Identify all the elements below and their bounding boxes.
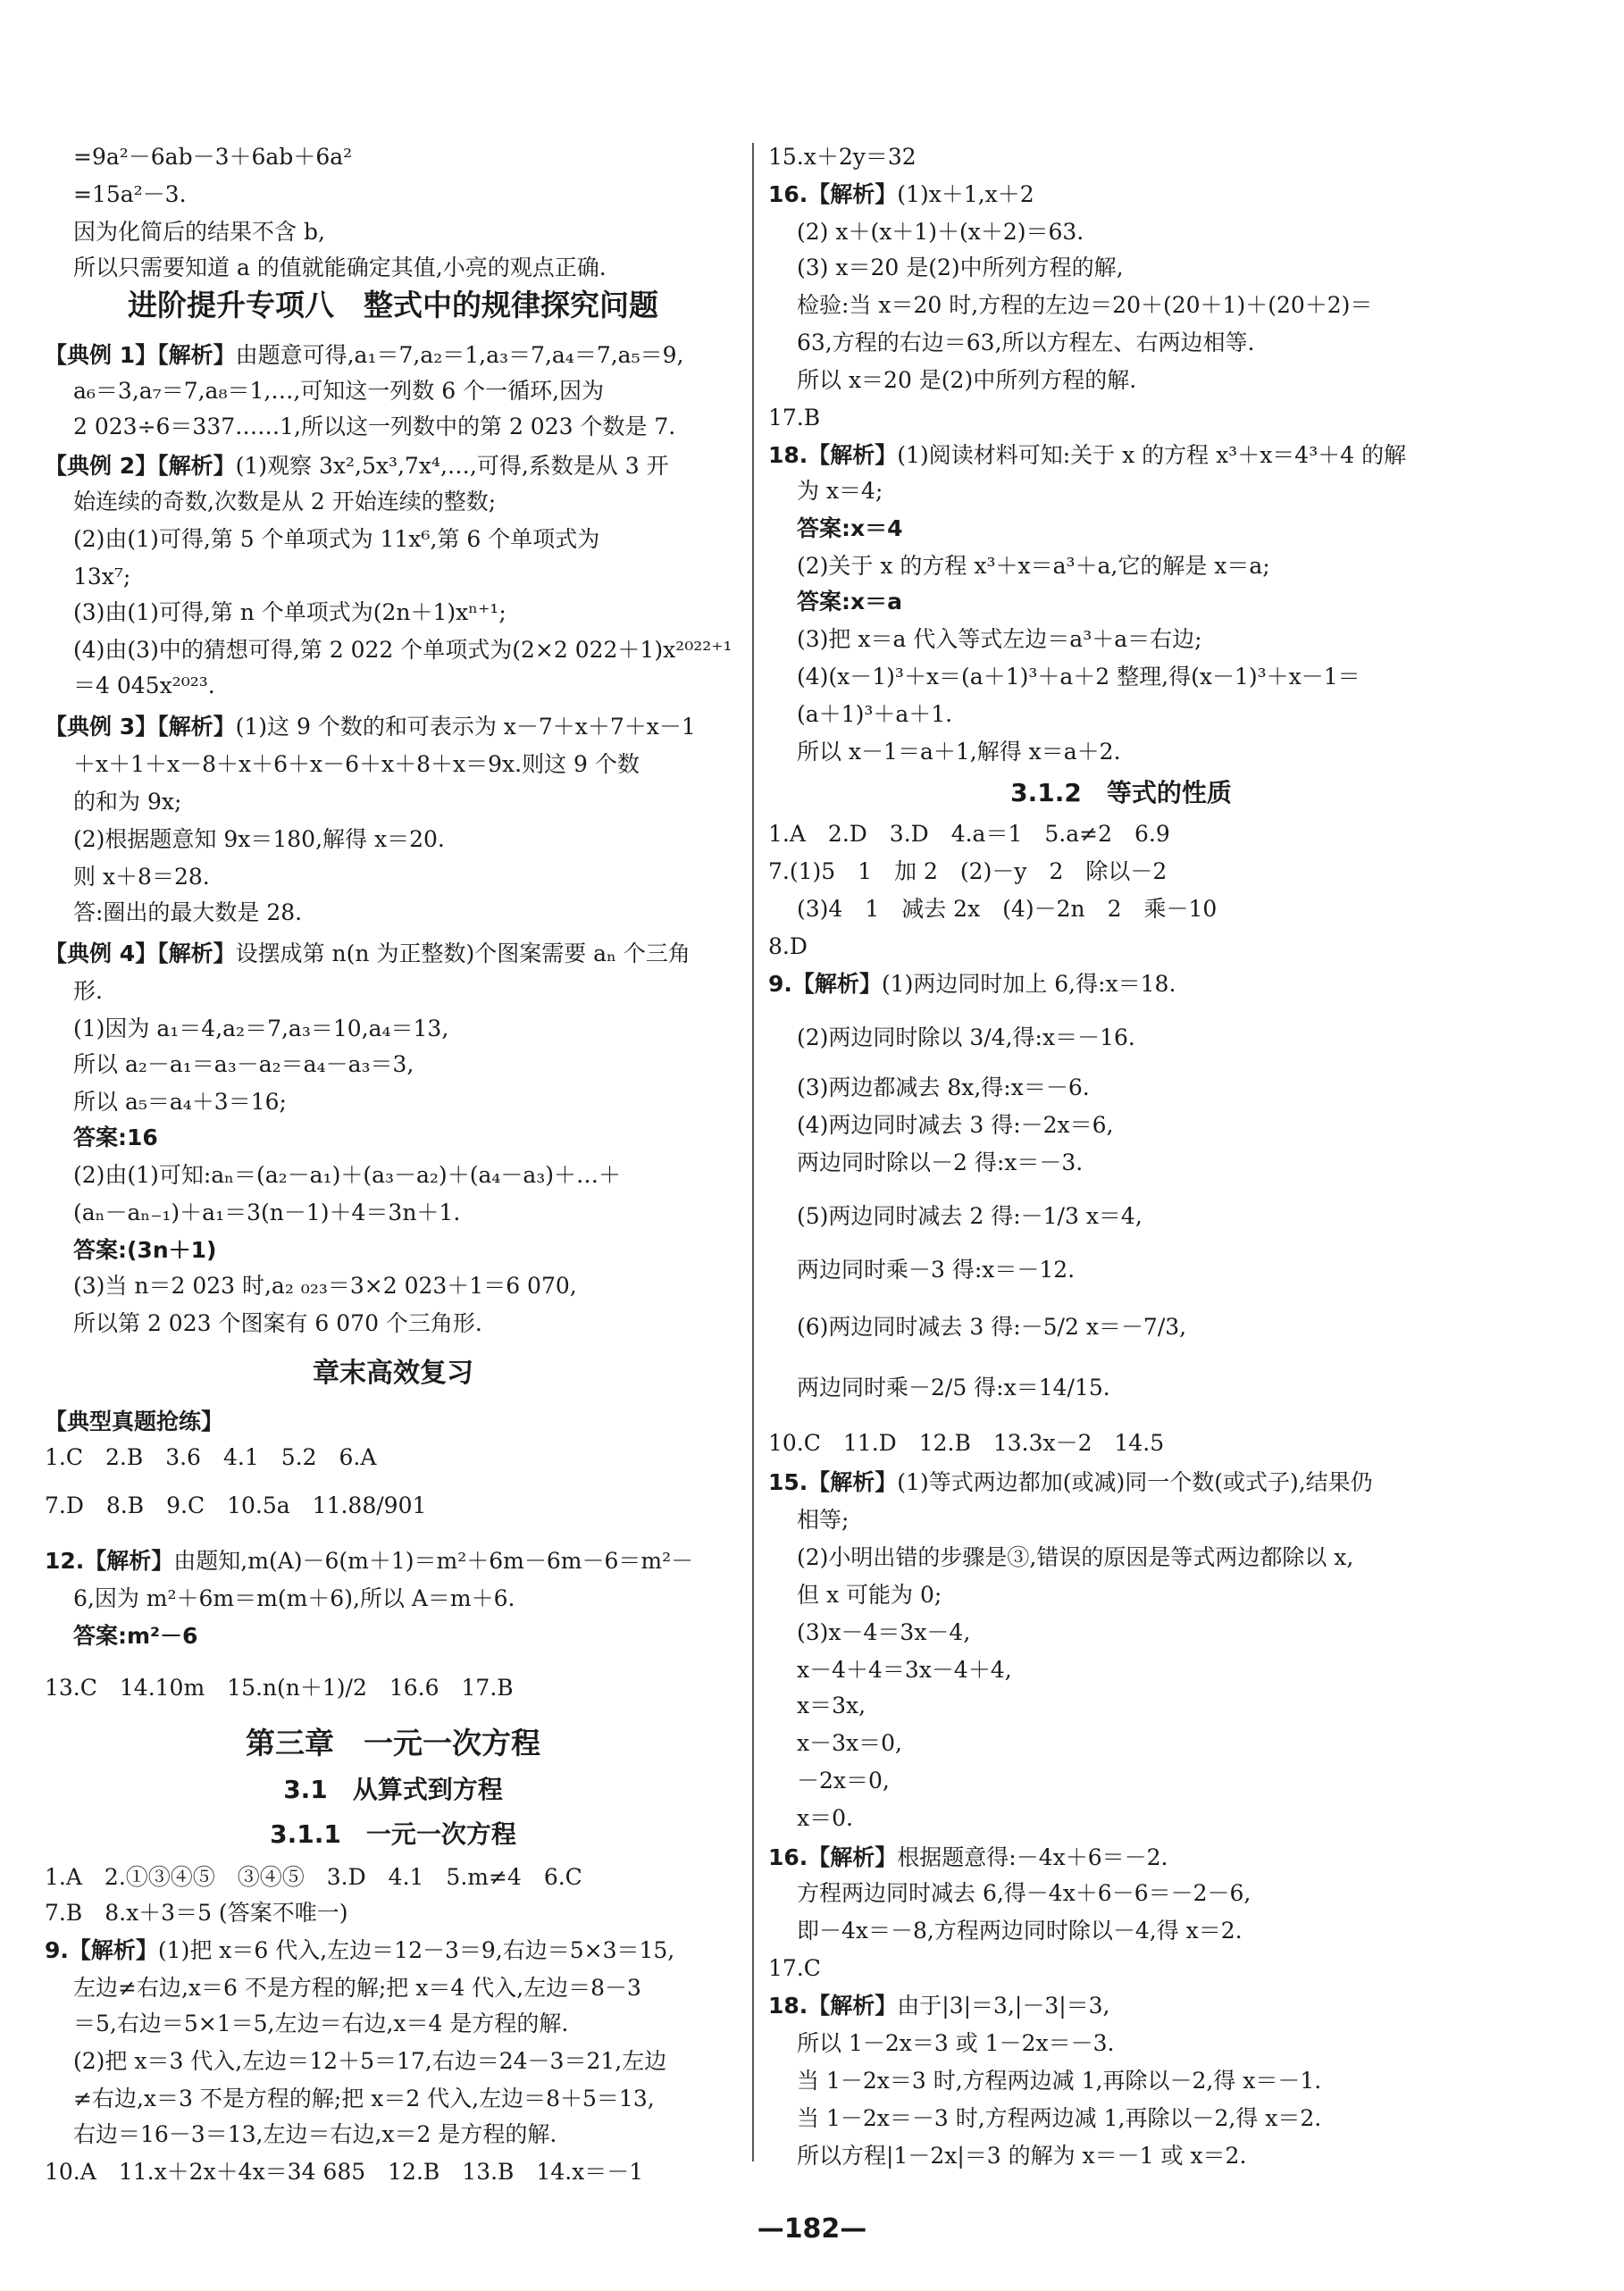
text-run: (1)把 x＝6 代入,左边＝12－3＝9,右边＝5×3＝15, <box>157 1937 675 1963</box>
text-run: 根据题意得:－4x＋6＝－2. <box>897 1844 1168 1870</box>
answer-line: 答案:x＝4 <box>797 515 903 541</box>
text-line: 但 x 可能为 0; <box>797 1582 942 1608</box>
text-line: (3)x－4＝3x－4, <box>797 1619 971 1645</box>
text-line: (3) x＝20 是(2)中所列方程的解, <box>797 255 1124 280</box>
column-divider <box>752 143 754 2161</box>
question-tag: 16.【解析】 <box>768 181 898 207</box>
text-line: 63,方程的右边＝63,所以方程左、右两边相等. <box>797 330 1255 355</box>
text-line: (3)由(1)可得,第 n 个单项式为(2n＋1)xⁿ⁺¹; <box>73 599 506 625</box>
text-line <box>768 1844 1168 1876</box>
text-line <box>768 1992 1110 2024</box>
text-line: (3)两边都减去 8x,得:x＝－6. <box>797 1074 1090 1100</box>
text-line: 为 x＝4; <box>797 478 883 504</box>
answer-row: 1.A 2.D 3.D 4.a＝1 5.a≠2 6.9 <box>768 821 1170 847</box>
text-line: (a＋1)³＋a＋1. <box>797 701 953 727</box>
text-run: 设摆成第 n(n 为正整数)个图案需要 aₙ 个三角 <box>235 941 691 966</box>
answer-row: 7.D 8.B 9.C 10.5a 11.88/901 <box>45 1492 427 1518</box>
text-line: (4)两边同时减去 3 得:－2x＝6, <box>797 1112 1114 1138</box>
text-line: x－4＋4＝3x－4＋4, <box>797 1657 1012 1683</box>
text-line: 所以只需要知道 a 的值就能确定其值,小亮的观点正确. <box>73 255 607 280</box>
text-line: －2x＝0, <box>797 1768 890 1794</box>
text-run: (1)两边同时加上 6,得:x＝18. <box>881 971 1176 997</box>
text-run: 由于|3|＝3,|－3|＝3, <box>897 1993 1110 2019</box>
text-run: 由题意可得,a₁＝7,a₂＝1,a₃＝7,a₄＝7,a₅＝9, <box>235 342 684 368</box>
section-heading: 进阶提升专项八 整式中的规律探究问题 <box>128 288 658 322</box>
answer-row: 8.D <box>768 933 808 959</box>
answer-row: 13.C 14.10m 15.n(n＋1)/2 16.6 17.B <box>45 1675 514 1701</box>
chapter-heading: 第三章 一元一次方程 <box>246 1726 540 1760</box>
text-line: 两边同时乘－2/5 得:x＝14/15. <box>797 1375 1110 1401</box>
example-tag: 【典例 3】【解析】 <box>45 714 236 740</box>
text-line <box>768 1468 1373 1501</box>
answer-line: 答案:(3n＋1) <box>73 1237 217 1263</box>
answer-line: 答案:x＝a <box>797 589 902 615</box>
text-line: x＝3x, <box>797 1693 866 1718</box>
text-line: 两边同时乘－3 得:x＝－12. <box>797 1257 1076 1283</box>
text-line: (2)由(1)可知:aₙ＝(a₂－a₁)＋(a₃－a₂)＋(a₄－a₃)＋…＋ <box>73 1162 622 1188</box>
answer-row: 17.B <box>768 405 821 431</box>
text-line: x－3x＝0, <box>797 1730 902 1756</box>
text-line: 检验:当 x＝20 时,方程的左边＝20＋(20＋1)＋(20＋2)＝ <box>797 292 1373 318</box>
text-line: 所以 a₅＝a₄＋3＝16; <box>73 1089 287 1115</box>
text-line: 形. <box>73 978 103 1004</box>
subsection-heading: 3.1.2 等式的性质 <box>1010 778 1232 807</box>
text-line: (2)把 x＝3 代入,左边＝12＋5＝17,右边＝24－3＝21,左边 <box>73 2048 667 2074</box>
text-line: ≠右边,x＝3 不是方程的解;把 x＝2 代入,左边＝8＋5＝13, <box>73 2086 655 2111</box>
answer-row: 7.B 8.x＋3＝5 (答案不唯一) <box>45 1900 348 1926</box>
text-line: 所以第 2 023 个图案有 6 070 个三角形. <box>73 1310 482 1336</box>
text-run: (1)观察 3x²,5x³,7x⁴,…,可得,系数是从 3 开 <box>235 453 669 479</box>
text-line: =15a²－3. <box>73 181 187 207</box>
example-tag: 【典例 4】【解析】 <box>45 941 236 966</box>
answer-line: 答案:16 <box>73 1125 158 1150</box>
question-tag: 16.【解析】 <box>768 1844 898 1870</box>
question-tag: 9.【解析】 <box>45 1937 158 1963</box>
text-line: 2 023÷6＝337……1,所以这一列数中的第 2 023 个数是 7. <box>73 414 676 439</box>
text-line: (aₙ－aₙ₋₁)＋a₁＝3(n－1)＋4＝3n＋1. <box>73 1200 461 1225</box>
text-line: 所以 x－1＝a＋1,解得 x＝a＋2. <box>797 739 1121 765</box>
text-line: a₆＝3,a₇＝7,a₈＝1,…,可知这一列数 6 个一循环,因为 <box>73 378 605 404</box>
text-line: 方程两边同时减去 6,得－4x＋6－6＝－2－6, <box>797 1880 1251 1906</box>
text-line: 13x⁷; <box>73 564 131 589</box>
text-line <box>768 441 1406 473</box>
text-line: (2)小明出错的步骤是③,错误的原因是等式两边都除以 x, <box>797 1544 1354 1570</box>
answer-row: (3)4 1 减去 2x (4)－2n 2 乘－10 <box>797 896 1218 922</box>
question-tag: 18.【解析】 <box>768 442 898 468</box>
text-line: 所以 a₂－a₁＝a₃－a₂＝a₄－a₃＝3, <box>73 1051 414 1077</box>
text-line: 当 1－2x＝3 时,方程两边减 1,再除以－2,得 x＝－1. <box>797 2068 1322 2094</box>
text-run: (1)x＋1,x＋2 <box>897 181 1034 207</box>
text-line: ＝4 045x²⁰²³. <box>73 673 215 698</box>
subsection-heading: 3.1.1 一元一次方程 <box>270 1819 516 1849</box>
text-line: (2)由(1)可得,第 5 个单项式为 11x⁶,第 6 个单项式为 <box>73 526 600 552</box>
subsection-label: 【典型真题抢练】 <box>45 1409 224 1434</box>
question-tag: 12.【解析】 <box>45 1548 174 1574</box>
text-line: 因为化简后的结果不含 b, <box>73 219 325 245</box>
answer-row: 1.A 2.①③④⑤ ③④⑤ 3.D 4.1 5.m≠4 6.C <box>45 1864 582 1890</box>
text-line: (1)因为 a₁＝4,a₂＝7,a₃＝10,a₄＝13, <box>73 1016 449 1041</box>
text-line: 右边＝16－3＝13,左边＝右边,x＝2 是方程的解. <box>73 2121 557 2147</box>
text-line: 所以 1－2x＝3 或 1－2x＝－3. <box>797 2030 1115 2056</box>
text-line: 所以方程|1－2x|＝3 的解为 x＝－1 或 x＝2. <box>797 2143 1247 2169</box>
question-tag: 15.【解析】 <box>768 1469 898 1495</box>
section-heading: 3.1 从算式到方程 <box>283 1775 503 1804</box>
answer-row: 15.x＋2y＝32 <box>768 144 917 170</box>
example-tag: 【典例 1】【解析】 <box>45 342 236 368</box>
text-line: 则 x＋8＝28. <box>73 864 210 890</box>
text-line <box>45 452 669 484</box>
text-line: ＝5,右边＝5×1＝5,左边＝右边,x＝4 是方程的解. <box>73 2011 569 2036</box>
text-line: 始连续的奇数,次数是从 2 开始连续的整数; <box>73 489 497 514</box>
text-line: 两边同时除以－2 得:x＝－3. <box>797 1150 1084 1175</box>
text-line: 左边≠右边,x＝6 不是方程的解;把 x＝4 代入,左边＝8－3 <box>73 1975 641 2001</box>
answer-row: 1.C 2.B 3.6 4.1 5.2 6.A <box>45 1444 377 1470</box>
text-line: (2) x＋(x＋1)＋(x＋2)＝63. <box>797 219 1084 245</box>
text-line: 所以 x＝20 是(2)中所列方程的解. <box>797 367 1137 393</box>
text-line: (4)(x－1)³＋x＝(a＋1)³＋a＋2 整理,得(x－1)³＋x－1＝ <box>797 664 1360 690</box>
text-run: 由题知,m(A)－6(m＋1)＝m²＋6m－6m－6＝m²－ <box>173 1548 694 1574</box>
question-tag: 9.【解析】 <box>768 971 882 997</box>
text-line <box>45 1547 693 1579</box>
answer-row: 7.(1)5 1 加 2 (2)－y 2 除以－2 <box>768 858 1168 884</box>
page-number: —182— <box>757 2213 867 2245</box>
text-line: x＝0. <box>797 1805 853 1831</box>
question-tag: 18.【解析】 <box>768 1993 898 2019</box>
text-line: 相等; <box>797 1507 850 1533</box>
text-line: 当 1－2x＝－3 时,方程两边减 1,再除以－2,得 x＝2. <box>797 2105 1322 2131</box>
text-line: (2)两边同时除以 3/4,得:x＝－16. <box>797 1024 1135 1050</box>
example-tag: 【典例 2】【解析】 <box>45 453 236 479</box>
text-line: (3)当 n＝2 023 时,a₂ ₀₂₃＝3×2 023＋1＝6 070, <box>73 1273 577 1299</box>
text-run: (1)阅读材料可知:关于 x 的方程 x³＋x＝4³＋4 的解 <box>897 442 1407 468</box>
text-line: (5)两边同时减去 2 得:－1/3 x＝4, <box>797 1203 1143 1229</box>
text-line <box>45 713 696 745</box>
text-line <box>45 341 683 373</box>
text-line: (4)由(3)中的猜想可得,第 2 022 个单项式为(2×2 022＋1)x²⁰²²⁺¹ <box>73 637 732 663</box>
text-line: 的和为 9x; <box>73 789 182 815</box>
answer-line: 答案:m²－6 <box>73 1623 198 1649</box>
text-line: (2)根据题意知 9x＝180,解得 x＝20. <box>73 826 445 852</box>
text-line: (6)两边同时减去 3 得:－5/2 x＝－7/3, <box>797 1314 1187 1340</box>
text-line: 6,因为 m²＋6m＝m(m＋6),所以 A＝m＋6. <box>73 1585 515 1611</box>
answer-row: 10.A 11.x＋2x＋4x＝34 685 12.B 13.B 14.x＝－1 <box>45 2159 644 2185</box>
section-heading: 章末高效复习 <box>313 1358 473 1389</box>
text-line <box>45 1936 674 1969</box>
text-line <box>45 940 691 972</box>
text-line: 答:圈出的最大数是 28. <box>73 899 303 925</box>
text-line: =9a²－6ab－3＋6ab＋6a² <box>73 144 353 170</box>
text-line <box>768 180 1034 213</box>
text-line: (2)关于 x 的方程 x³＋x＝a³＋a,它的解是 x＝a; <box>797 553 1270 579</box>
text-run: (1)等式两边都加(或减)同一个数(或式子),结果仍 <box>897 1469 1373 1495</box>
text-line <box>768 970 1176 1002</box>
answer-row: 17.C <box>768 1955 821 1981</box>
text-run: (1)这 9 个数的和可表示为 x－7＋x＋7＋x－1 <box>235 714 696 740</box>
answer-row: 10.C 11.D 12.B 13.3x－2 14.5 <box>768 1430 1165 1456</box>
text-line: 即－4x＝－8,方程两边同时除以－4,得 x＝2. <box>797 1918 1243 1944</box>
text-line: ＋x＋1＋x－8＋x＋6＋x－6＋x＋8＋x＝9x.则这 9 个数 <box>73 751 640 777</box>
text-line: (3)把 x＝a 代入等式左边＝a³＋a＝右边; <box>797 626 1202 652</box>
